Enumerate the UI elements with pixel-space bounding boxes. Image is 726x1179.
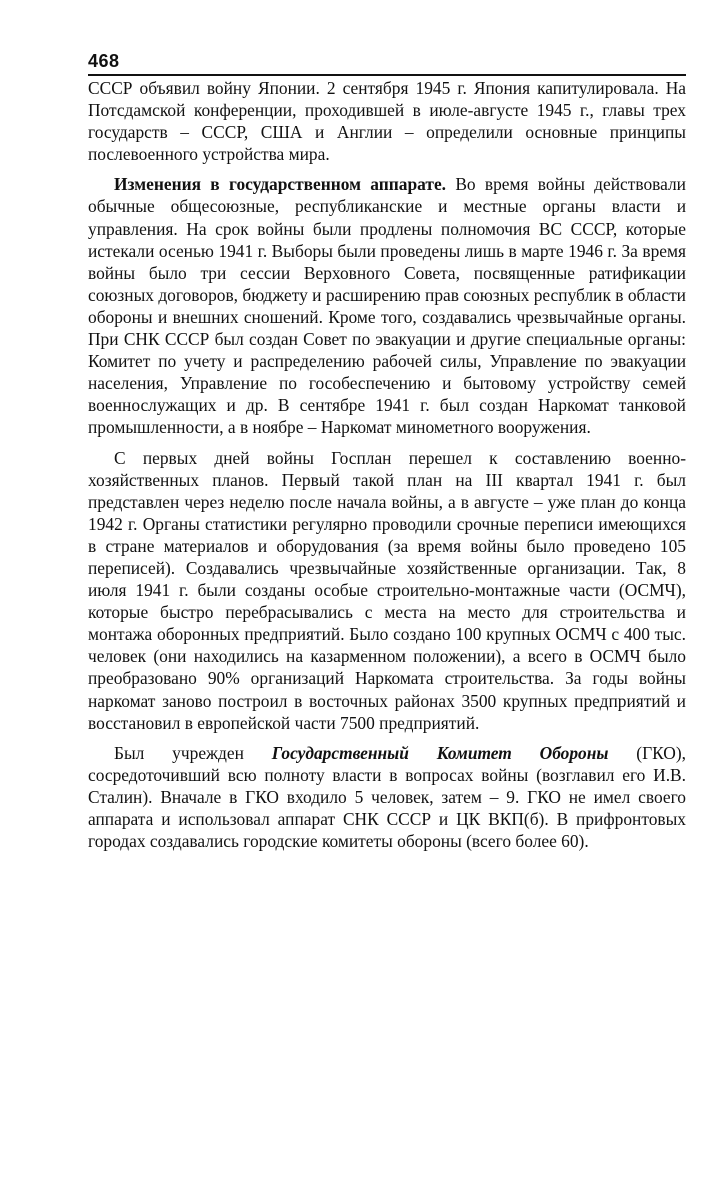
page-body bbox=[88, 77, 686, 852]
paragraph-text: С первых дней войны Госплан перешел к составлению военно-хозяйственных планов. Первый такой план на III квартал 1941 г. был представлен через неделю после начала войны, а в августе – уже план до конца 1942 г. Органы статистики регулярно проводили срочные переписи имеющихся в стране материалов и оборудования (за время войны было проведено 105 переписей). Создавались чрезвычайные хозяйственные организации. Так, 8 июля 1941 г. были созданы особые строительно-монтажные части (ОСМЧ), которые быстро перебрасывались с места на место для строительства и монтажа оборонных предприятий. Было создано 100 крупных ОСМЧ с 400 тыс. человек (они находились на казарменном положении), а всего в ОСМЧ было преобразовано 90% организаций Наркомата строительства. За годы войны наркомат заново построил в восточных районах 3500 крупных предприятий и восстановил в европейской части 7500 предприятий. bbox=[88, 447, 686, 733]
paragraph-lead: Был учрежден bbox=[114, 742, 272, 763]
paragraph-text: (ГКО), сосредоточивший всю полноту власти в вопросах войны (возглавил его И.В. Сталин). Вначале в ГКО входило 5 человек, затем – 9. ГКО не имел своего аппарата и использовал аппарат СНК СССР и ЦК ВКП(б). В прифронтовых городах создавались городские комитеты обороны (всего более 60). bbox=[88, 742, 687, 852]
emphasized-term: Государственный Комитет Обороны bbox=[271, 742, 609, 763]
section-heading: Изменения в государственном аппарате. bbox=[114, 174, 447, 195]
page-header bbox=[88, 44, 686, 76]
paragraph-potsdam bbox=[88, 77, 686, 165]
paragraph-gosplan bbox=[88, 447, 686, 734]
paragraph-text: СССР объявил войну Японии. 2 сентября 1945 г. Япония капитулировала. На Потсдамской конференции, проходившей в июле-августе 1945 г., главы трех государств – СССР, США и Англии – определили основные принципы послевоенного устройства мира. bbox=[88, 78, 686, 165]
book-page bbox=[88, 44, 686, 852]
paragraph-text: Во время войны действовали обычные общесоюзные, республиканские и местные органы власти и управления. На срок войны были продлены полномочия ВС СССР, которые истекали осенью 1941 г. Выборы были проведены лишь в марте 1946 г. За время войны было три сессии Верховного Совета, посвященные ратификации союзных договоров, бюджету и расширению прав союзных республик в области обороны и внешних сношений. Кроме того, создавались чрезвычайные органы. При СНК СССР был создан Совет по эвакуации и другие специальные органы: Комитет по учету и распределению рабочей силы, Управление по эвакуации населения, Управление по гособеспечению и бытовому устройству семей военнослужащих и др. В сентябре 1941 г. был создан Наркомат танковой промышленности, а в ноябре – Наркомат минометного вооружения. bbox=[88, 174, 686, 438]
page-number: 468 bbox=[88, 51, 120, 71]
paragraph-gko bbox=[88, 742, 686, 852]
paragraph-state-apparatus bbox=[88, 173, 686, 438]
